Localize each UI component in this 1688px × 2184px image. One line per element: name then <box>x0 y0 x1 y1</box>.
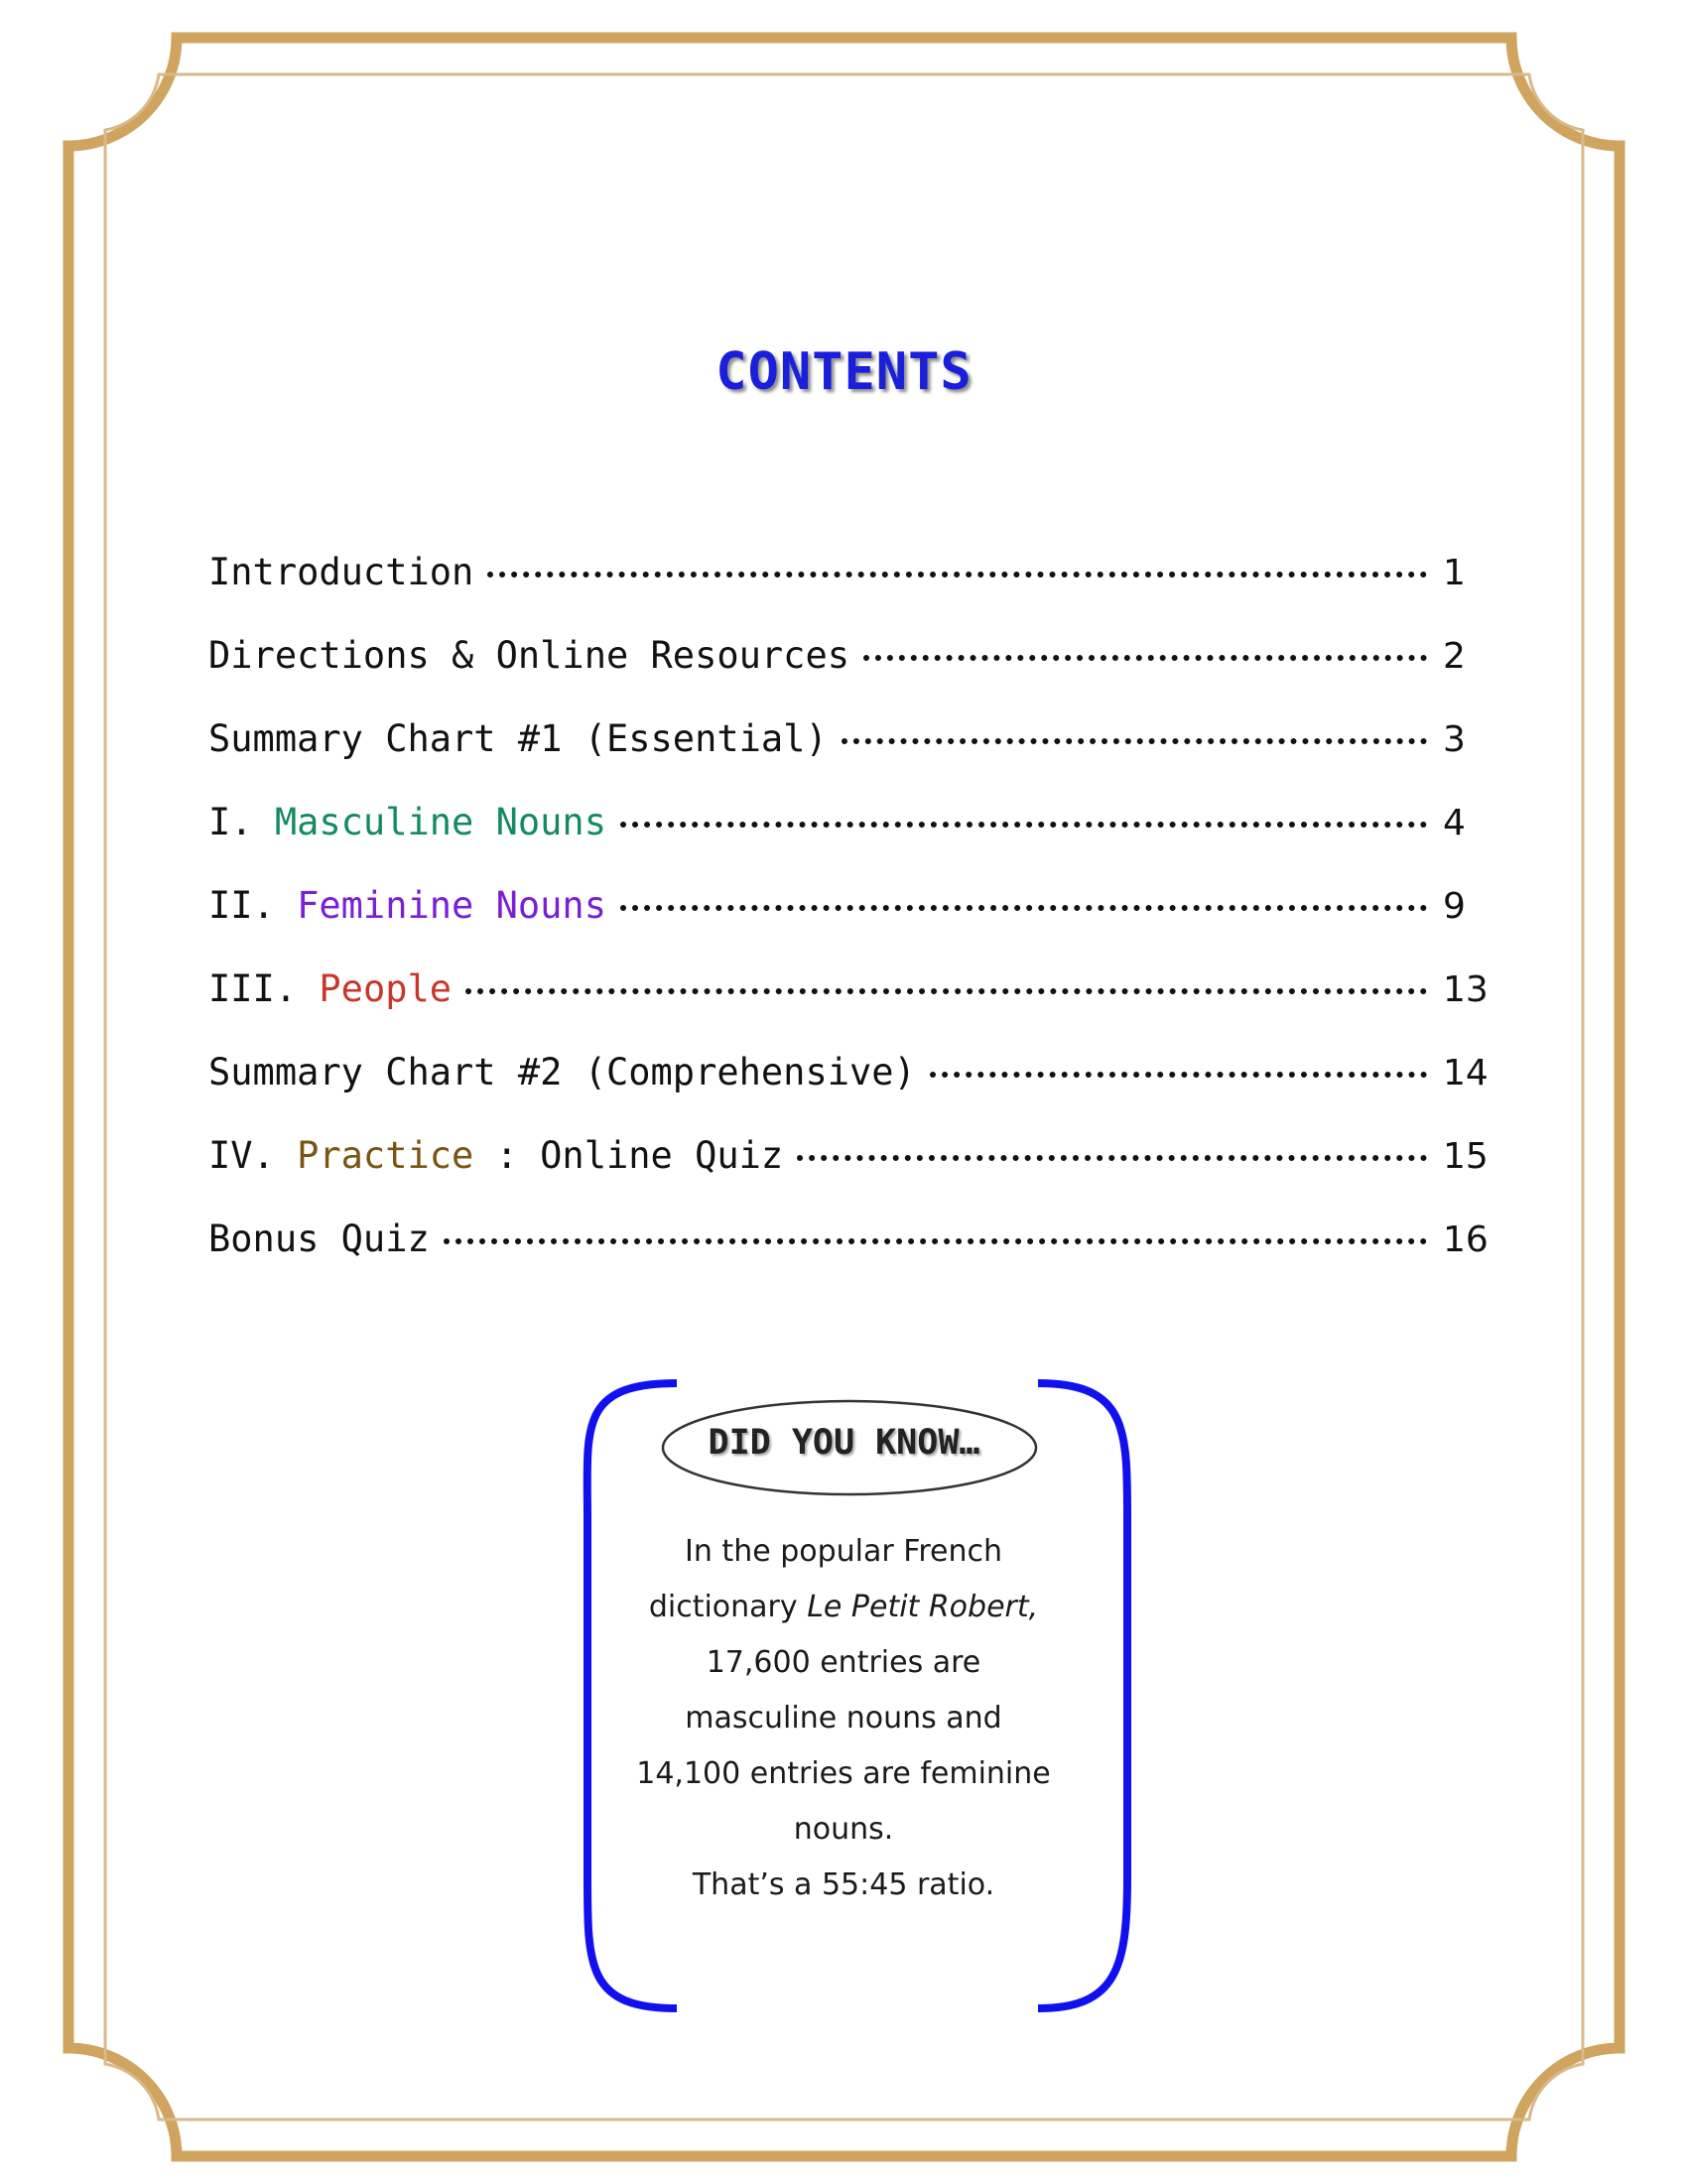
toc-row-masculine-nouns[interactable] <box>208 801 1489 884</box>
toc-row-summary-chart-2[interactable] <box>208 1051 1489 1134</box>
toc-entry-label <box>208 634 849 677</box>
table-of-contents <box>208 551 1489 1301</box>
toc-page-number: 4 <box>1443 803 1466 843</box>
toc-row-practice[interactable] <box>208 1134 1489 1218</box>
toc-row-feminine-nouns[interactable] <box>208 884 1489 967</box>
toc-entry-title: Summary Chart #1 (Essential) <box>208 717 828 760</box>
toc-entry-label <box>208 1218 430 1260</box>
fact-line <box>595 1580 1092 1635</box>
dot-leader <box>620 822 1427 828</box>
toc-page-number: 1 <box>1443 553 1466 593</box>
toc-page-number: 14 <box>1443 1053 1489 1093</box>
toc-page-number: 3 <box>1443 719 1466 760</box>
page-title: CONTENTS <box>715 342 973 402</box>
fact-line: masculine nouns and <box>685 1701 1002 1735</box>
toc-page-number: 16 <box>1443 1220 1489 1260</box>
toc-row-introduction[interactable] <box>208 551 1489 634</box>
toc-entry-title: Introduction <box>208 551 474 593</box>
fact-line: In the popular French <box>685 1534 1002 1569</box>
toc-entry-title: Summary Chart #2 (Comprehensive) <box>208 1051 916 1093</box>
toc-entry-label <box>208 967 452 1010</box>
toc-row-bonus-quiz[interactable] <box>208 1218 1489 1301</box>
did-you-know-title: DID YOU KNOW… <box>708 1423 980 1463</box>
dot-leader <box>487 572 1427 578</box>
toc-entry-prefix: III. <box>208 967 320 1010</box>
toc-page-number: 15 <box>1443 1136 1489 1177</box>
dictionary-title: Le Petit Robert, <box>807 1590 1039 1624</box>
toc-entry-label <box>208 551 473 593</box>
toc-entry-title: Bonus Quiz <box>208 1218 430 1260</box>
toc-entry-suffix: : Online Quiz <box>473 1134 784 1177</box>
fact-line: 14,100 entries are feminine <box>636 1756 1051 1791</box>
toc-row-people[interactable] <box>208 967 1489 1051</box>
fact-text: dictionary <box>648 1590 808 1624</box>
toc-entry-prefix: IV. <box>208 1134 298 1177</box>
dot-leader <box>797 1155 1427 1161</box>
dot-leader <box>863 655 1427 661</box>
toc-entry-label <box>208 801 606 843</box>
fact-line: That’s a 55:45 ratio. <box>692 1867 995 1902</box>
toc-entry-title: Feminine Nouns <box>297 884 606 927</box>
toc-entry-title: Masculine Nouns <box>274 801 606 843</box>
fact-line: nouns. <box>793 1812 894 1847</box>
toc-entry-label <box>208 884 606 927</box>
toc-entry-label <box>208 1134 783 1177</box>
toc-row-directions[interactable] <box>208 634 1489 717</box>
toc-entry-title: People <box>319 967 453 1010</box>
toc-entry-label <box>208 1051 916 1093</box>
dot-leader <box>444 1238 1427 1244</box>
toc-entry-title: Practice <box>297 1134 474 1177</box>
did-you-know-text <box>595 1524 1092 1913</box>
toc-page-number: 2 <box>1443 636 1466 677</box>
toc-entry-title: Directions & Online Resources <box>208 634 850 677</box>
toc-entry-prefix: I. <box>208 801 275 843</box>
toc-entry-prefix: II. <box>208 884 298 927</box>
toc-page-number: 9 <box>1443 886 1466 927</box>
dot-leader <box>930 1072 1427 1078</box>
dot-leader <box>620 905 1427 911</box>
dot-leader <box>465 988 1427 994</box>
toc-row-summary-chart-1[interactable] <box>208 717 1489 801</box>
fact-line: 17,600 entries are <box>706 1645 981 1680</box>
dot-leader <box>842 738 1427 744</box>
toc-entry-label <box>208 717 828 760</box>
toc-page-number: 13 <box>1443 969 1489 1010</box>
